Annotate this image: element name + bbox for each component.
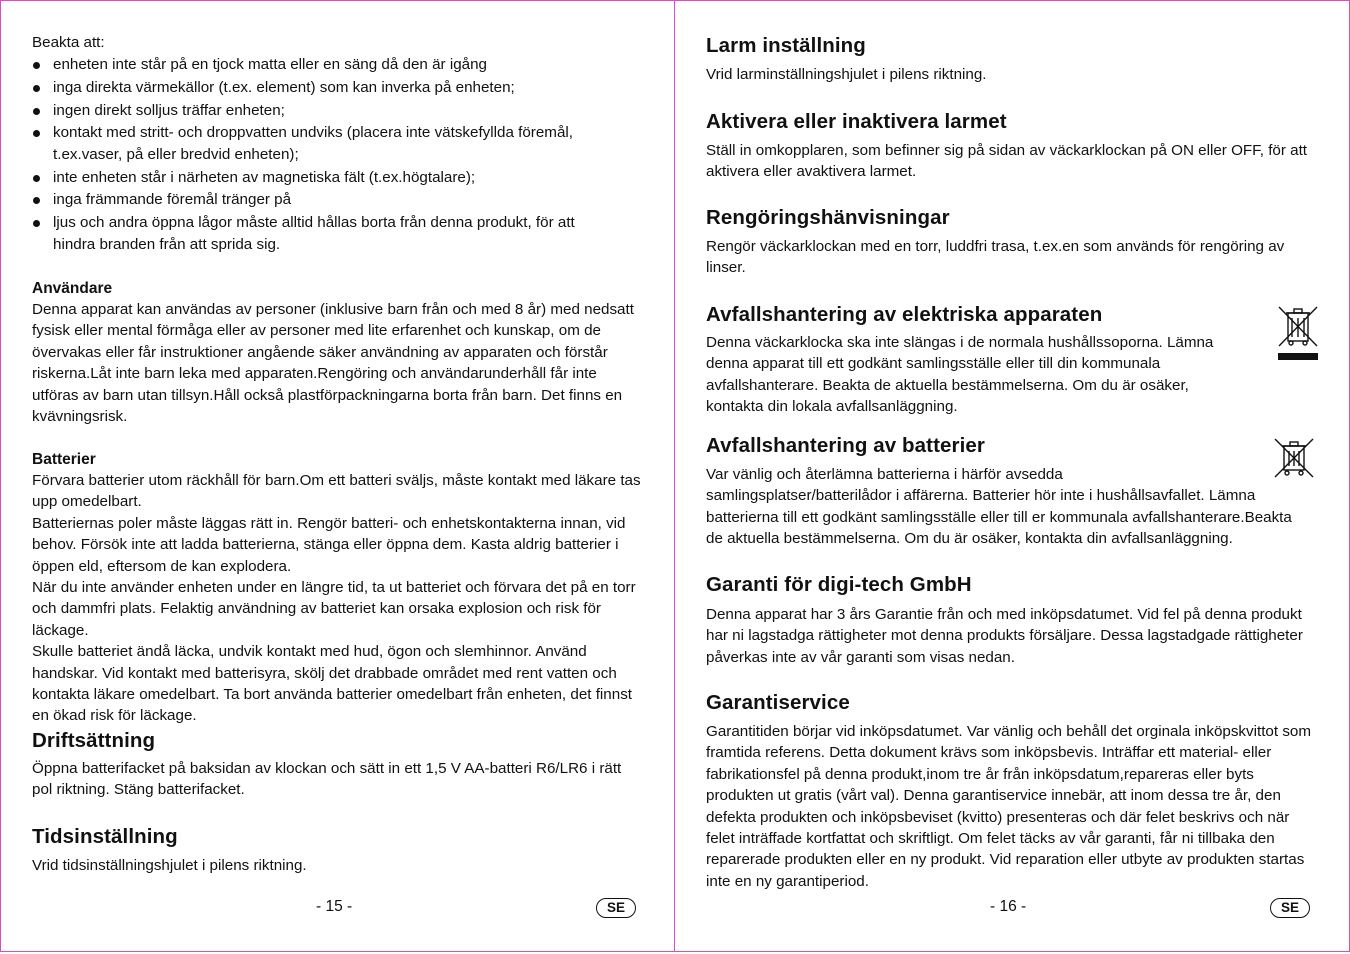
cleaning-text: Rengör väckarklockan med en torr, luddfri trasa, t.ex.en som används för rengöring av linser. bbox=[706, 238, 1285, 277]
users-text: Denna apparat kan användas av personer (inklusive barn från och med 8 år) med nedsatt fysisk eller mental förmåga eller av personer med lite erfarenhet och kunskap, om de övervakas eller får instruktioner angående säker användning av apparaten och förstår riskerna.Låt inte barn leka med apparaten.Rengöring och användarunderhåll får inte utföras av barn utan tillsyn.Håll också plastförpackningarna borta från barn. Det finns en kvävningsrisk. bbox=[32, 301, 634, 426]
batteries-section bbox=[32, 470, 644, 727]
list-item: ingen direkt solljus träffar enheten; bbox=[32, 100, 632, 121]
page-divider bbox=[674, 0, 675, 952]
batteries-heading: Batterier bbox=[32, 451, 96, 468]
list-item: inte enheten står i närheten av magnetiska fält (t.ex.högtalare); bbox=[32, 167, 632, 188]
batteries-text-4: Skulle batteriet ändå läcka, undvik kontakt med hud, ögon och slemhinnor. Använd handskar. Vid kontakt med batterisyra, skölj det drabbade området med rent vatten och kontakta läkare omedelbart. Ta bort använda batterier omedelbart från enheten, det finnst en ökad risk för läckage. bbox=[32, 643, 633, 725]
intro-text: Beakta att: bbox=[32, 34, 105, 51]
battery-disposal-text bbox=[706, 464, 1310, 550]
left-page bbox=[32, 0, 644, 952]
safety-bullet-list bbox=[32, 54, 632, 256]
crossed-bin-icon bbox=[1276, 304, 1320, 364]
alarm-setting-heading: Larm inställning bbox=[706, 34, 866, 57]
language-badge: SE bbox=[596, 898, 636, 918]
users-heading: Användare bbox=[32, 280, 113, 297]
battery-crossed-bin-icon bbox=[1272, 436, 1316, 480]
list-item: ljus och andra öppna lågor måste alltid hållas borta från denna produkt, för att hindra branden från att sprida sig. bbox=[32, 212, 632, 255]
startup-text: Öppna batterifacket på baksidan av klockan och sätt in ett 1,5 V AA-batteri R6/LR6 i rätt pol riktning. Stäng batterifacket. bbox=[32, 760, 622, 799]
list-item: enheten inte står på en tjock matta eller en säng då den är igång bbox=[32, 54, 632, 75]
startup-heading: Driftsättning bbox=[32, 729, 156, 752]
warranty-heading: Garanti för digi-tech GmbH bbox=[706, 573, 972, 596]
page-number: - 16 - bbox=[990, 898, 1027, 915]
list-item: kontakt med stritt- och droppvatten undviks (placera inte vätskefyllda föremål, t.ex.vaser, på eller bredvid enheten); bbox=[32, 122, 632, 165]
language-badge: SE bbox=[1270, 898, 1310, 918]
right-page bbox=[706, 0, 1318, 952]
alarm-toggle-text: Ställ in omkopplaren, som befinner sig på sidan av väckarklockan på ON eller OFF, för att aktivera eller avaktivera larmet. bbox=[706, 142, 1308, 181]
list-item: inga främmande föremål tränger på bbox=[32, 189, 632, 210]
batteries-text-2: Batteriernas poler måste läggas rätt in. Rengör batteri- och enhetskontakterna innan, vid behov. Försök inte att ladda batterierna, stänga eller öppna dem. Kasta aldrig batterier i öppen eld, eftersom de kan explodera. bbox=[32, 514, 626, 575]
batteries-text-1: Förvara batterier utom räckhåll för barn.Om ett batteri sväljs, måste kontakt med läkare tas upp omedelbart. bbox=[32, 472, 641, 511]
time-setting-text: Vrid tidsinställningshjulet i pilens riktning. bbox=[32, 857, 307, 874]
alarm-setting-text: Vrid larminställningshjulet i pilens riktning. bbox=[706, 66, 987, 83]
batteries-text-3: När du inte använder enheten under en längre tid, ta ut batteriet och förvara det på en torr och dammfri plats. Felaktig användning av batteriet kan orsaka explosion och risk för läckage. bbox=[32, 579, 636, 639]
battery-disposal-heading: Avfallshantering av batterier bbox=[706, 434, 985, 457]
warranty-service-text: Garantitiden börjar vid inköpsdatumet. Var vänlig och behåll det orginala inköpskvittot som framtida referens. Detta dokument krävs som inköpsbevis. Inträffar ett material- eller fabrikationsfel på denna produkt,inom tre år från inköpsdatum,repareras eller byts produkten ut gratis (vårt val). Denna garantiservice innebär, att inom dessa tre år, den defekta produkten och inköpsbeviset (kvitto) presenteras och där felet beskrivs och när felet inträffade kortfattat och skriftligt. Om felet täcks av vår garanti, får ni tillbaka den reparerade produkten eller en ny produkt. Vid reparation eller utbyte av produkten startas inte en ny garantiperiod. bbox=[706, 723, 1312, 890]
battery-disposal-text-content: Var vänlig och återlämna batterierna i härför avsedda samlingsplatser/batterilådor i affärerna. Batterier hör inte i hushållsavfallet. Lämna batterierna till ett godkänt samlingsställe eller till er kommunala avfallshanterare.Beakta de aktuella bestämmelserna. Om du är osäker, kontakta din avfallsanläggning. bbox=[706, 466, 1292, 548]
warranty-text: Denna apparat har 3 års Garantie från och med inköpsdatumet. Vid fel på denna produkt har ni lagstadga rättigheter mot denna produkts försäljare. Dessa lagstadgade rättigheter påverkas inte av vår garanti som visas nedan. bbox=[706, 606, 1303, 666]
weee-disposal-heading: Avfallshantering av elektriska apparaten bbox=[706, 303, 1103, 326]
page-number: - 15 - bbox=[316, 898, 353, 915]
alarm-toggle-heading: Aktivera eller inaktivera larmet bbox=[706, 110, 1007, 133]
warranty-service-heading: Garantiservice bbox=[706, 691, 850, 714]
weee-disposal-text-content: Denna väckarklocka ska inte slängas i de normala hushållssoporna. Lämna denna apparat till ett godkänt samlingsställe eller till din kommunala avfallshanterare. Beakta de aktuella bestämmelserna. Om du är osäker, kontakta din lokala avfallsanläggning. bbox=[706, 334, 1214, 416]
weee-disposal-text bbox=[706, 332, 1306, 418]
time-setting-heading: Tidsinställning bbox=[32, 825, 178, 848]
cleaning-heading: Rengöringshänvisningar bbox=[706, 206, 950, 229]
list-item: inga direkta värmekällor (t.ex. element) som kan inverka på enheten; bbox=[32, 77, 632, 98]
